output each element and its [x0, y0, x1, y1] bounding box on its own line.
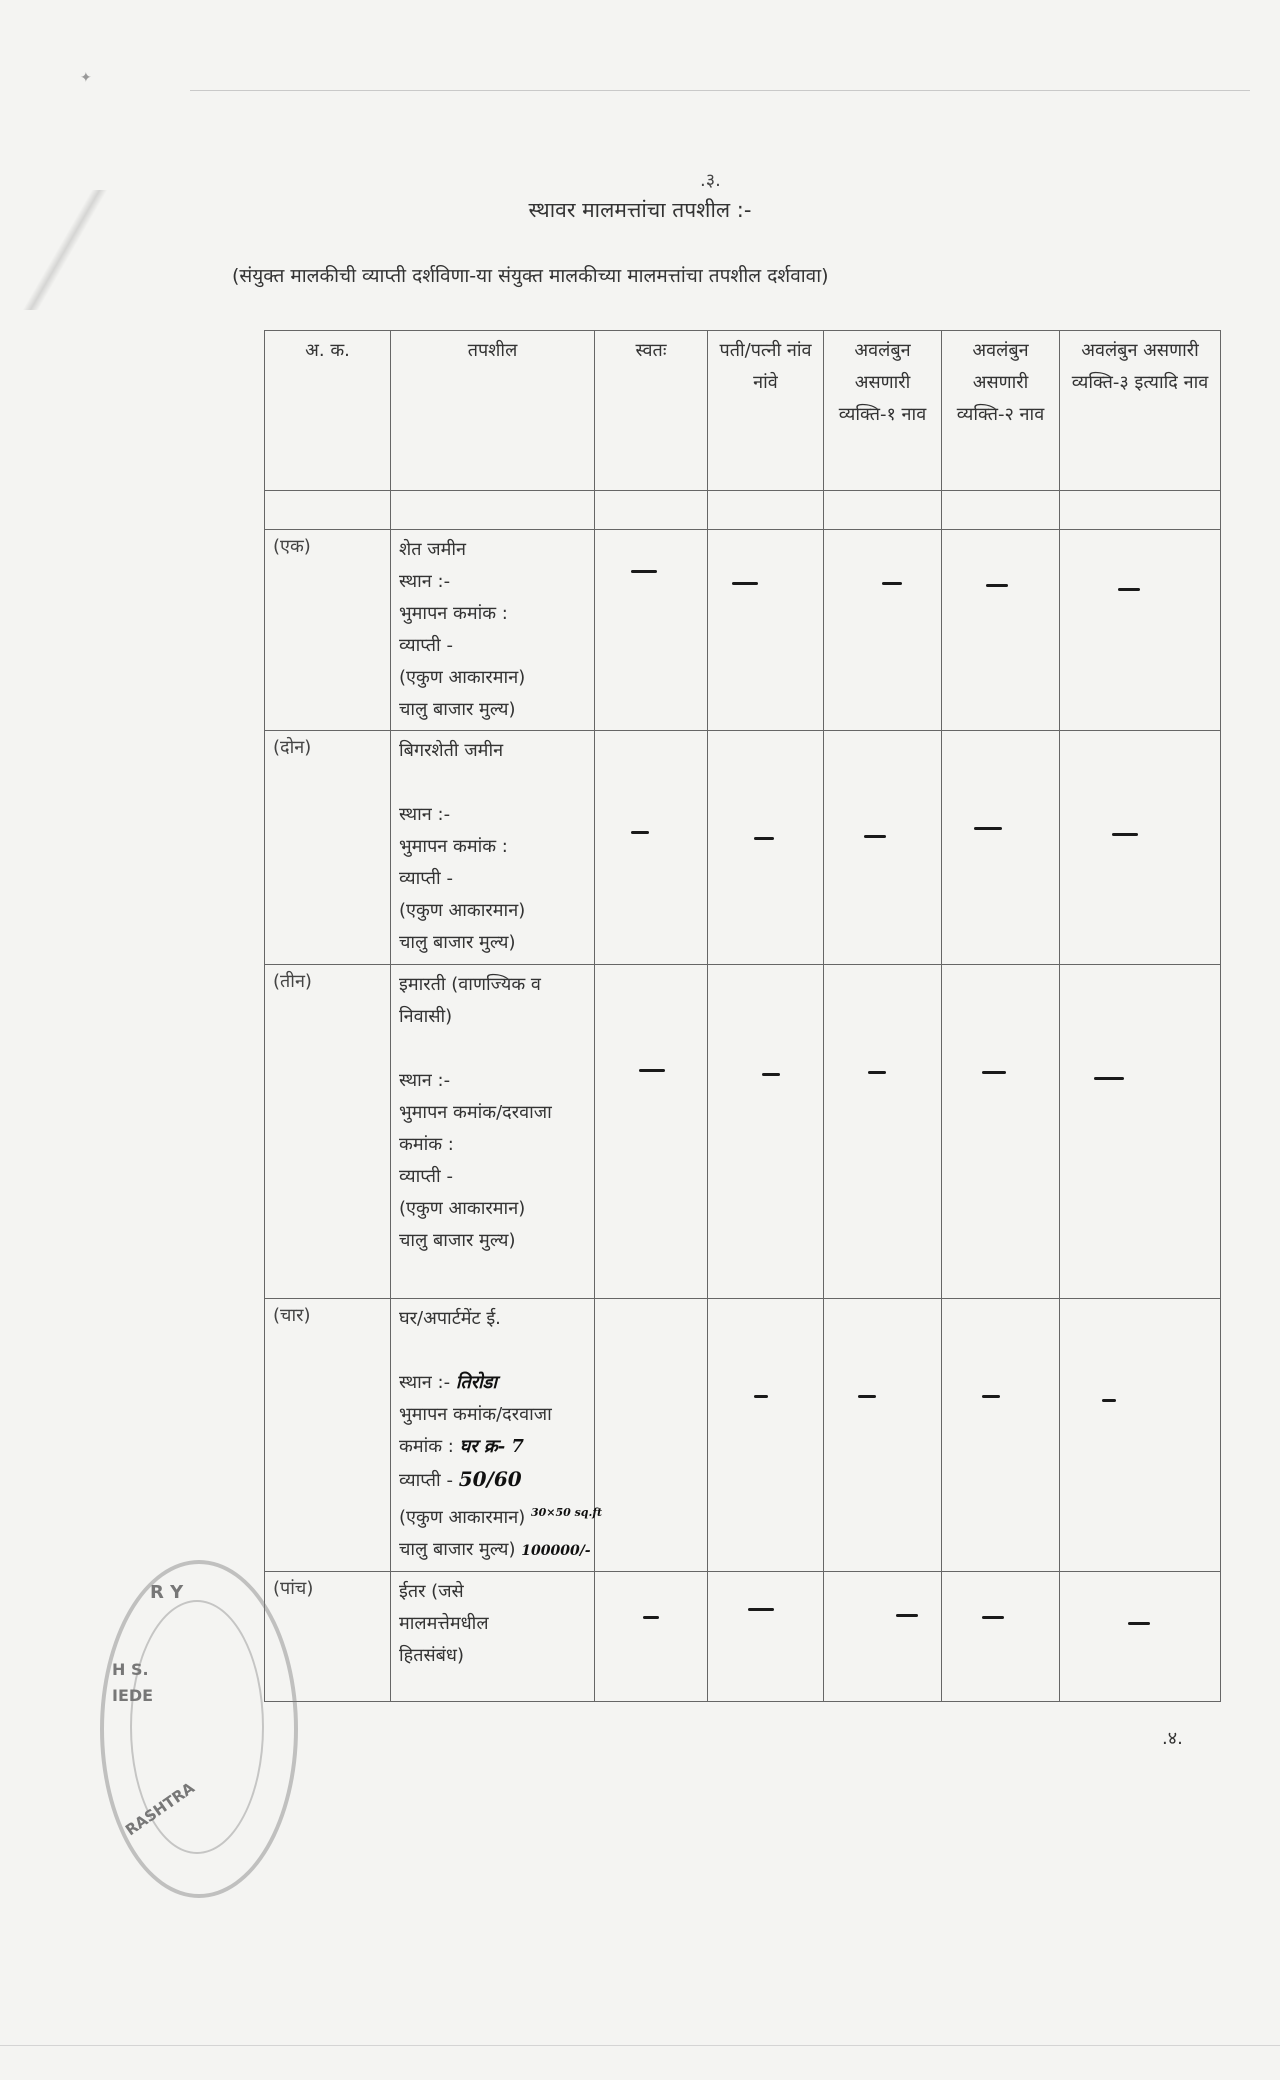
cell-self: [595, 530, 708, 731]
detail-line: [399, 1431, 586, 1463]
detail-text: कमांक :: [399, 1436, 454, 1457]
detail-line: [399, 1335, 586, 1367]
detail-line: व्याप्ती -: [399, 635, 453, 656]
table-row: [265, 1572, 1221, 1702]
immovable-assets-table: [264, 330, 1221, 1702]
row-label: (तीन): [265, 965, 391, 1299]
pen-dash: [982, 1071, 1006, 1074]
detail-line: घर/अपार्टमेंट ई.: [399, 1308, 501, 1329]
row-label: (पांच): [265, 1572, 391, 1702]
cell-dependent-2: [942, 530, 1060, 731]
pen-dash: [974, 827, 1002, 830]
detail-line: मालमत्तेमधील: [399, 1613, 489, 1634]
row-details: [391, 1572, 595, 1702]
header-dependent-1: अवलंबुन असणारी व्यक्ति-१ नाव: [824, 331, 942, 491]
pen-dash: [858, 1395, 876, 1398]
cell-dependent-3: [1060, 1299, 1221, 1572]
detail-line: बिगरशेती जमीन: [399, 740, 504, 761]
handwritten-area: 50/60: [458, 1467, 522, 1491]
page-title: स्थावर मालमत्तांचा तपशील :-: [528, 198, 752, 222]
pen-dash: [864, 835, 886, 838]
cell-dependent-2: [942, 731, 1060, 965]
detail-line: [399, 1367, 586, 1399]
detail-text: स्थान :-: [399, 1372, 451, 1393]
cell-dependent-3: [1060, 1572, 1221, 1702]
detail-line: (एकुण आकारमान): [399, 667, 526, 688]
pen-dash: [882, 582, 902, 585]
bottom-scan-line: [0, 2045, 1280, 2046]
cell-spouse: [708, 530, 824, 731]
detail-line: व्याप्ती -: [399, 1166, 453, 1187]
table-header-row: [265, 331, 1221, 491]
cell-dependent-2: [942, 1572, 1060, 1702]
spacer-row: [265, 491, 1221, 530]
table-row: [265, 1299, 1221, 1572]
detail-line: [399, 1463, 586, 1497]
cell-dependent-1: [824, 530, 942, 731]
detail-text: व्याप्ती -: [399, 1470, 453, 1491]
detail-line: भुमापन कमांक :: [399, 836, 508, 857]
cell-spouse: [708, 1572, 824, 1702]
detail-line: स्थान :-: [399, 571, 451, 592]
detail-line: (एकुण आकारमान): [399, 1198, 526, 1219]
page-number: .३.: [700, 170, 721, 191]
detail-line: स्थान :-: [399, 1070, 451, 1091]
cell-dependent-2: [942, 965, 1060, 1299]
detail-line: [399, 1534, 591, 1567]
header-dependent-3: अवलंबुन असणारी व्यक्ति-३ इत्यादि नाव: [1060, 331, 1221, 491]
cell-spouse: [708, 1299, 824, 1572]
detail-line: हितसंबंध): [399, 1645, 465, 1666]
pen-dash: [643, 1616, 659, 1619]
pen-dash: [639, 1069, 665, 1072]
detail-line: [399, 1033, 586, 1065]
detail-line: निवासी): [399, 1006, 453, 1027]
cell-spouse: [708, 965, 824, 1299]
cell-spouse: [708, 731, 824, 965]
table-row: [265, 530, 1221, 731]
cell-self: [595, 1299, 708, 1572]
detail-line: चालु बाजार मुल्य): [399, 932, 516, 953]
pen-dash: [982, 1616, 1004, 1619]
header-serial: अ. क.: [265, 331, 391, 491]
detail-line: [399, 767, 586, 799]
seal-text: H S.: [112, 1660, 149, 1679]
detail-line: भुमापन कमांक/दरवाजा: [399, 1102, 552, 1123]
header-dependent-2: अवलंबुन असणारी व्यक्ति-२ नाव: [942, 331, 1060, 491]
cell-dependent-3: [1060, 965, 1221, 1299]
pen-dash: [1118, 588, 1140, 591]
cell-self: [595, 731, 708, 965]
cell-dependent-3: [1060, 731, 1221, 965]
table-row: [265, 731, 1221, 965]
next-page-number: .४.: [1162, 1728, 1183, 1749]
row-details: [391, 965, 595, 1299]
detail-line: भुमापन कमांक/दरवाजा: [399, 1404, 552, 1425]
pen-dash: [631, 831, 649, 834]
header-details: तपशील: [391, 331, 595, 491]
pen-dash: [631, 570, 657, 573]
detail-line: कमांक :: [399, 1134, 454, 1155]
cell-dependent-3: [1060, 530, 1221, 731]
pen-dash: [754, 1395, 768, 1398]
handwritten-value: 100000/-: [521, 1543, 591, 1559]
pen-dash: [762, 1073, 780, 1076]
cell-dependent-1: [824, 965, 942, 1299]
pen-dash: [754, 837, 774, 840]
table-row: [265, 965, 1221, 1299]
detail-line: (एकुण आकारमान): [399, 900, 526, 921]
cell-dependent-1: [824, 1299, 942, 1572]
row-details: [391, 1299, 603, 1572]
detail-line: स्थान :-: [399, 804, 451, 825]
row-details: [391, 530, 595, 731]
pen-dash: [868, 1071, 886, 1074]
detail-line: चालु बाजार मुल्य): [399, 1230, 516, 1251]
row-label: (दोन): [265, 731, 391, 965]
seal-text: IEDE: [112, 1686, 154, 1705]
detail-line: चालु बाजार मुल्य): [399, 699, 516, 720]
cell-self: [595, 965, 708, 1299]
pen-dash: [1112, 833, 1138, 836]
detail-line: भुमापन कमांक :: [399, 603, 508, 624]
detail-line: शेत जमीन: [399, 539, 466, 560]
page-subtitle: (संयुक्त मालकीची व्याप्ती दर्शविणा-या संयुक्त मालकीच्या मालमत्तांचा तपशील दर्शवावा): [232, 265, 829, 287]
pen-dash: [1128, 1622, 1150, 1625]
cell-dependent-2: [942, 1299, 1060, 1572]
pen-dash: [896, 1614, 918, 1617]
row-details: [391, 731, 595, 965]
pen-dash: [732, 582, 758, 585]
pen-dash: [1102, 1399, 1116, 1402]
header-self: स्वतः: [595, 331, 708, 491]
row-label: (चार): [265, 1299, 391, 1572]
detail-line: इमारती (वाणज्यिक व: [399, 974, 541, 995]
seal-text: RASHTRA: [122, 1778, 198, 1840]
row-label: (एक): [265, 530, 391, 731]
detail-line: [399, 1497, 603, 1534]
detail-text: चालु बाजार मुल्य): [399, 1539, 516, 1560]
cell-self: [595, 1572, 708, 1702]
cell-dependent-1: [824, 731, 942, 965]
pen-dash: [748, 1608, 774, 1611]
handwritten-location: तिरोडा: [455, 1372, 498, 1393]
handwritten-area-note: 30×50 sq.ft: [530, 1506, 603, 1519]
detail-text: (एकुण आकारमान): [399, 1507, 526, 1528]
cell-dependent-1: [824, 1572, 942, 1702]
seal-text: R Y: [150, 1582, 184, 1603]
corner-mark: ✦: [80, 70, 92, 86]
pen-dash: [982, 1395, 1000, 1398]
pen-dash: [986, 584, 1008, 587]
top-scan-line: [190, 90, 1250, 91]
detail-line: ईतर (जसे: [399, 1581, 464, 1602]
pen-dash: [1094, 1077, 1124, 1080]
handwritten-number: घर क्र- 7: [459, 1436, 524, 1457]
header-spouse: पती/पत्नी नांव नांवे: [708, 331, 824, 491]
detail-line: व्याप्ती -: [399, 868, 453, 889]
